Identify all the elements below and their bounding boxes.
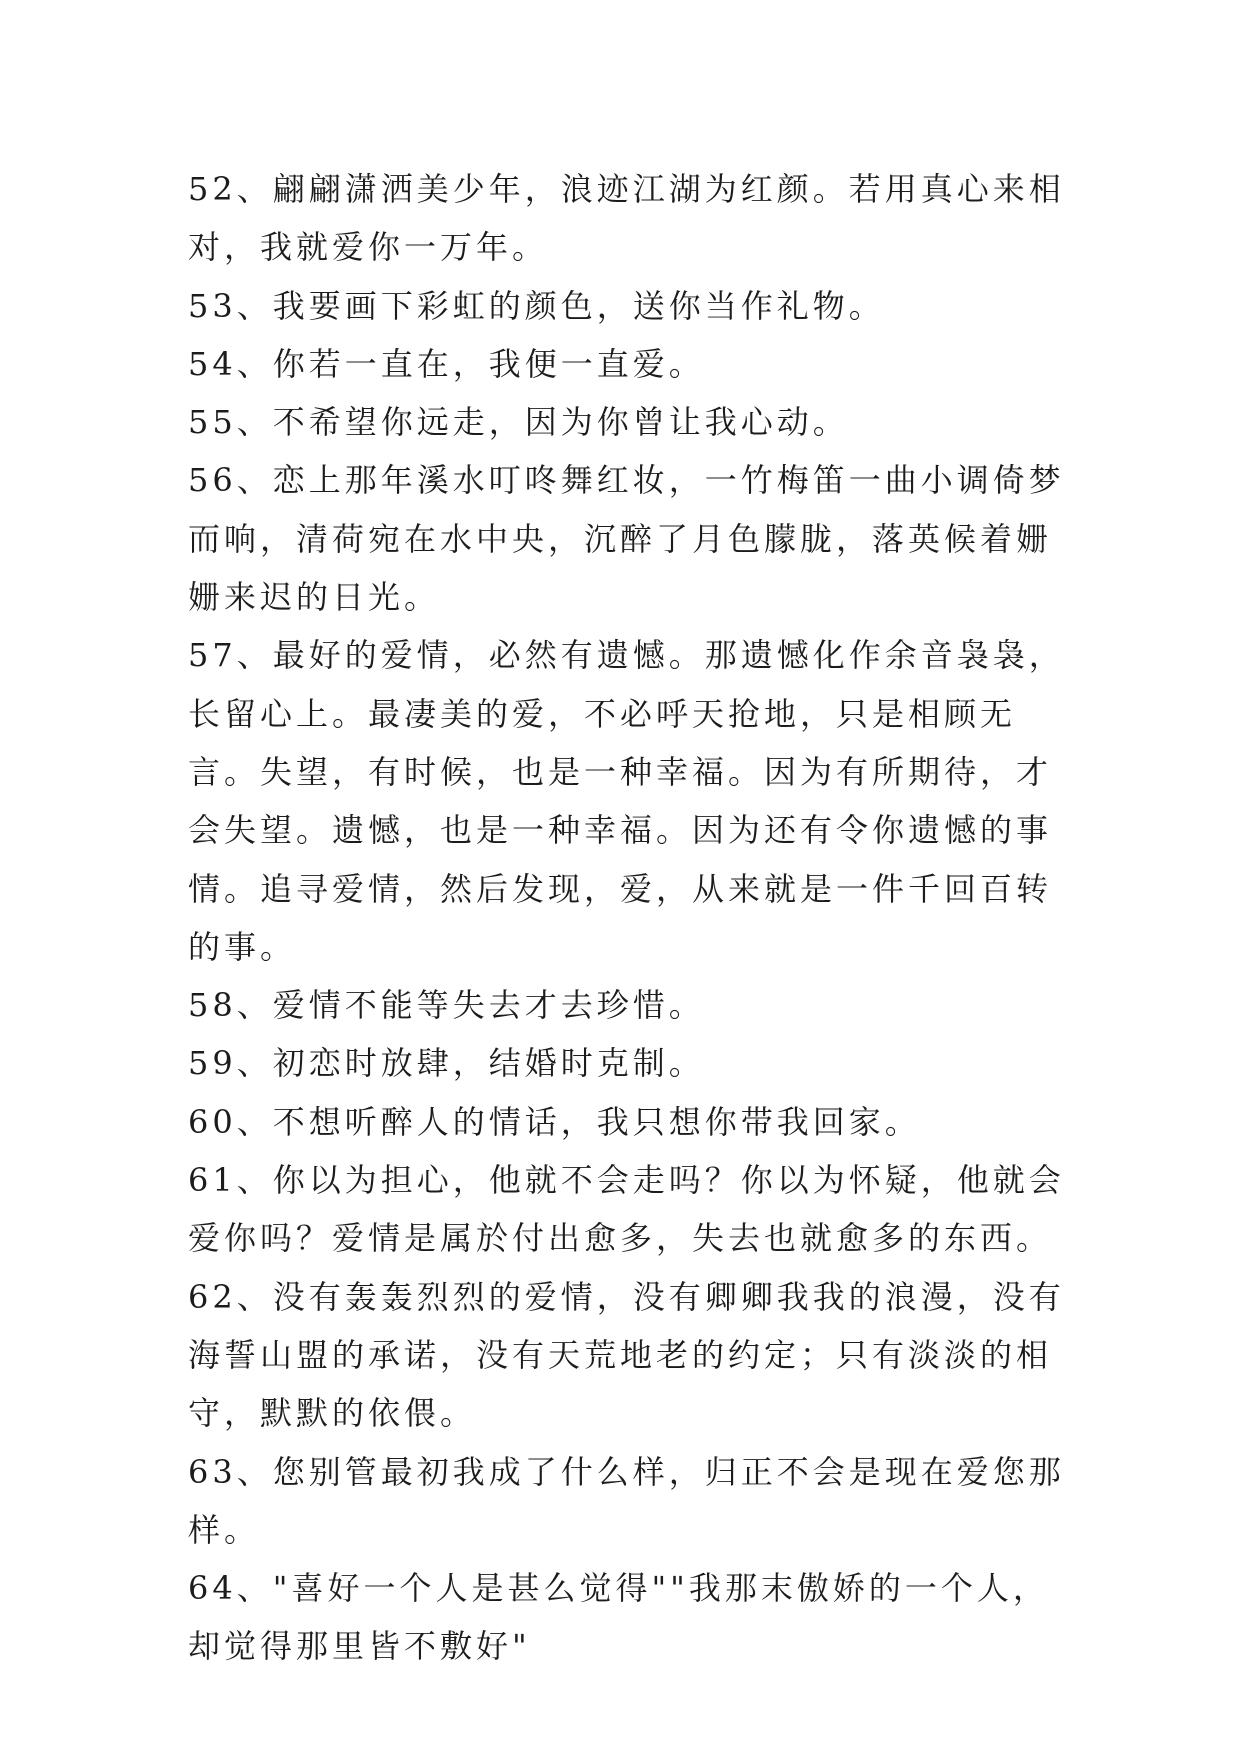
- paragraph-57: 57、最好的爱情，必然有遗憾。那遗憾化作余音袅袅，长留心上。最凄美的爱，不必呼天抢地，只是相顾无言。失望，有时候，也是一种幸福。因为有所期待，才会失望。遗憾，也是一种幸福。因为还有令你遗憾的事情。追寻爱情，然后发现，爱，从来就是一件千回百转的事。: [188, 636, 1065, 966]
- paragraph-62: 62、没有轰轰烈烈的爱情，没有卿卿我我的浪漫，没有海誓山盟的承诺，没有天荒地老的约定；只有淡淡的相守，默默的依偎。: [188, 1277, 1065, 1433]
- paragraph-58: 58、爱情不能等失去才去珍惜。: [188, 986, 705, 1025]
- document-body: [188, 160, 1078, 1676]
- paragraph-56: 56、恋上那年溪水叮咚舞红妆，一竹梅笛一曲小调倚梦而响，清荷宛在水中央，沉醉了月色朦胧，落英候着姗姗来迟的日光。: [188, 461, 1065, 617]
- paragraph-52: 52、翩翩潇洒美少年，浪迹江湖为红颜。若用真心来相对，我就爱你一万年。: [188, 170, 1065, 267]
- paragraph-64: 64、"喜好一个人是甚么觉得""我那末傲娇的一个人，却觉得那里皆不敷好": [188, 1569, 1049, 1666]
- paragraph-60: 60、不想听醉人的情话，我只想你带我回家。: [188, 1102, 921, 1141]
- paragraph-61: 61、你以为担心，他就不会走吗？你以为怀疑，他就会爱你吗？爱情是属於付出愈多，失去也就愈多的东西。: [188, 1161, 1065, 1258]
- paragraph-63: 63、您别管最初我成了什么样，归正不会是现在爱您那样。: [188, 1452, 1065, 1549]
- paragraph-59: 59、初恋时放肆，结婚时克制。: [188, 1044, 705, 1083]
- paragraph-54: 54、你若一直在，我便一直爱。: [188, 344, 705, 383]
- paragraph-55: 55、不希望你远走，因为你曾让我心动。: [188, 403, 849, 442]
- paragraph-53: 53、我要画下彩虹的颜色，送你当作礼物。: [188, 286, 885, 325]
